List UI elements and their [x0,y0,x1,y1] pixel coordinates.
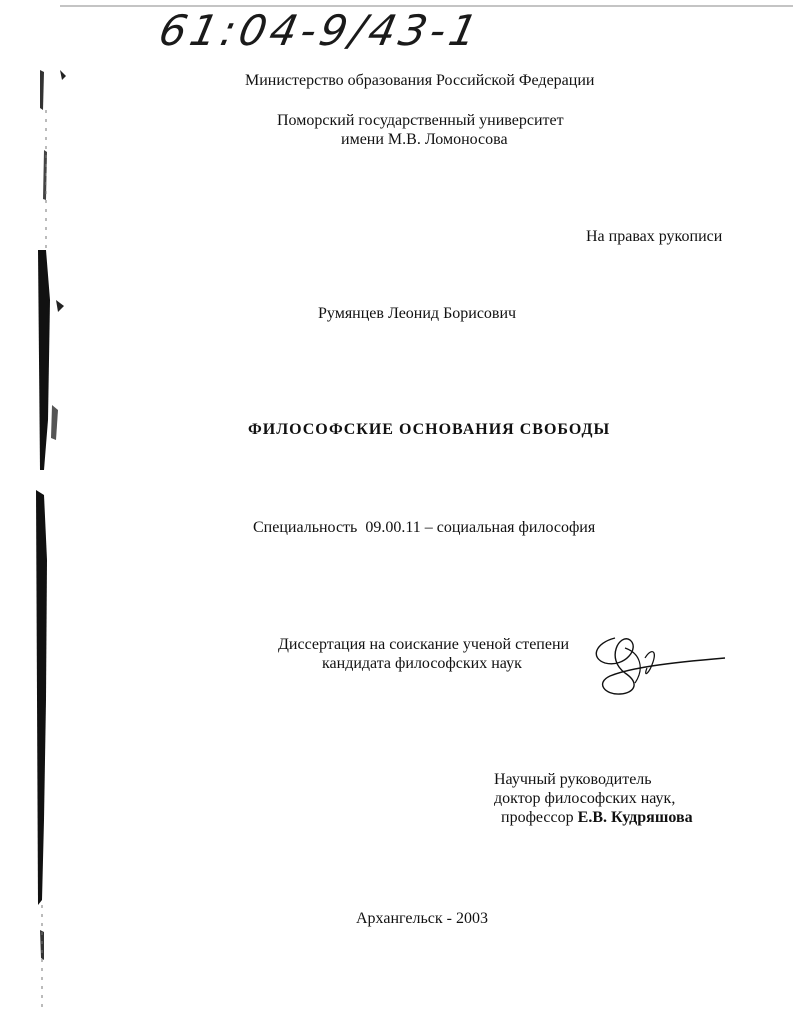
manuscript-rights: На правах рукописи [586,228,723,245]
university-subtitle: имени М.В. Ломоносова [341,131,508,148]
supervisor-line [501,808,693,828]
degree-line-2: кандидата философских наук [322,655,522,672]
dissertation-title: ФИЛОСОФСКИЕ ОСНОВАНИЯ СВОБОДЫ [248,421,611,438]
supervisor-title: профессор [501,809,574,826]
supervisor-role: Научный руководитель [494,771,652,788]
signature [585,628,735,698]
scan-binding-edge [0,0,80,1020]
specialty-name: – социальная философия [424,519,596,536]
supervisor-degree: доктор философских наук, [494,790,676,807]
specialty-code: 09.00.11 [365,519,421,536]
specialty-line [253,518,595,538]
place-year: Архангельск - 2003 [356,910,488,927]
author-name: Румянцев Леонид Борисович [318,305,517,322]
specialty-label: Специальность [253,519,358,536]
university-name: Поморский государственный университет [277,112,564,129]
ministry-name: Министерство образования Российской Федерации [245,72,595,89]
handwritten-archive-number: 61:04-9/43-1 [154,6,486,55]
supervisor-name: Е.В. Кудряшова [577,809,693,826]
degree-line-1: Диссертация на соискание ученой степени [278,636,570,653]
